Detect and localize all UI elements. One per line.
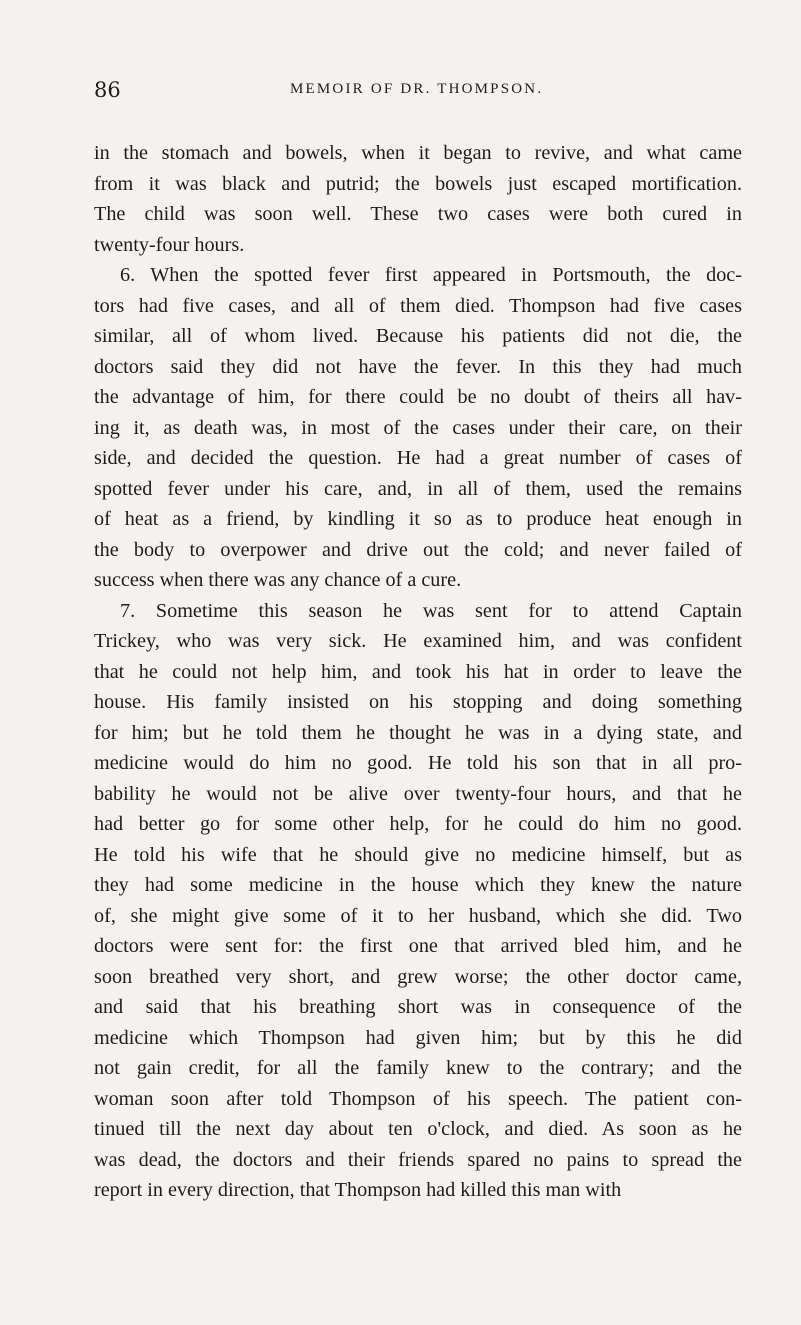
text-line: similar, all of whom lived. Because his patients did not die, the bbox=[94, 325, 742, 347]
body-text bbox=[94, 138, 742, 1206]
text-line: the advantage of him, for there could be no doubt of theirs all hav- bbox=[94, 386, 742, 408]
text-line: had better go for some other help, for he could do him no good. bbox=[94, 813, 742, 835]
text-line: 6. When the spotted fever first appeared in Portsmouth, the doc- bbox=[120, 264, 742, 286]
text-line: bability he would not be alive over twenty-four hours, and that he bbox=[94, 782, 742, 805]
text-line: medicine would do him no good. He told his son that in all pro- bbox=[94, 752, 742, 774]
text-line: was dead, the doctors and their friends spared no pains to spread the bbox=[94, 1148, 742, 1171]
text-line: not gain credit, for all the family knew to the contrary; and the bbox=[94, 1057, 742, 1079]
text-line: the body to overpower and drive out the cold; and never failed of bbox=[94, 538, 742, 561]
text-line: twenty-four hours. bbox=[94, 233, 245, 256]
text-line: side, and decided the question. He had a great number of cases of bbox=[94, 447, 742, 469]
text-line: doctors were sent for: the first one that arrived bled him, and he bbox=[94, 935, 742, 957]
text-line: from it was black and putrid; the bowels just escaped mortification. bbox=[94, 172, 742, 195]
text-line: report in every direction, that Thompson had killed this man with bbox=[94, 1179, 622, 1201]
text-line: spotted fever under his care, and, in all of them, used the remains bbox=[94, 477, 742, 500]
text-line: ing it, as death was, in most of the cases under their care, on their bbox=[94, 416, 742, 439]
text-line: tors had five cases, and all of them died. Thompson had five cases bbox=[94, 294, 742, 317]
text-line: and said that his breathing short was in consequence of the bbox=[94, 996, 742, 1018]
text-line: that he could not help him, and took his hat in order to leave the bbox=[94, 660, 742, 683]
text-line: soon breathed very short, and grew worse; the other doctor came, bbox=[94, 965, 742, 988]
text-line: house. His family insisted on his stopping and doing something bbox=[94, 691, 742, 713]
text-line: He told his wife that he should give no medicine himself, but as bbox=[94, 843, 742, 866]
text-line: success when there was any chance of a cure. bbox=[94, 569, 462, 591]
text-line: they had some medicine in the house which they knew the nature bbox=[94, 874, 742, 896]
text-line: of, she might give some of it to her husband, which she did. Two bbox=[94, 904, 742, 927]
text-line: in the stomach and bowels, when it began to revive, and what came bbox=[94, 142, 742, 164]
text-line: for him; but he told them he thought he was in a dying state, and bbox=[94, 721, 742, 744]
text-line: doctors said they did not have the fever. In this they had much bbox=[94, 355, 742, 378]
page-number: 86 bbox=[94, 78, 121, 102]
text-line: Trickey, who was very sick. He examined him, and was confident bbox=[94, 630, 742, 652]
text-line: 7. Sometime this season he was sent for to attend Captain bbox=[120, 599, 742, 622]
text-line: The child was soon well. These two cases were both cured in bbox=[94, 203, 742, 225]
running-head: MEMOIR OF DR. THOMPSON. bbox=[290, 81, 544, 97]
text-line: of heat as a friend, by kindling it so as to produce heat enough in bbox=[94, 508, 742, 530]
text-line: woman soon after told Thompson of his speech. The patient con- bbox=[94, 1087, 742, 1110]
text-line: medicine which Thompson had given him; but by this he did bbox=[94, 1026, 742, 1049]
page-header bbox=[94, 78, 734, 108]
text-line: tinued till the next day about ten o'clock, and died. As soon as he bbox=[94, 1118, 742, 1140]
